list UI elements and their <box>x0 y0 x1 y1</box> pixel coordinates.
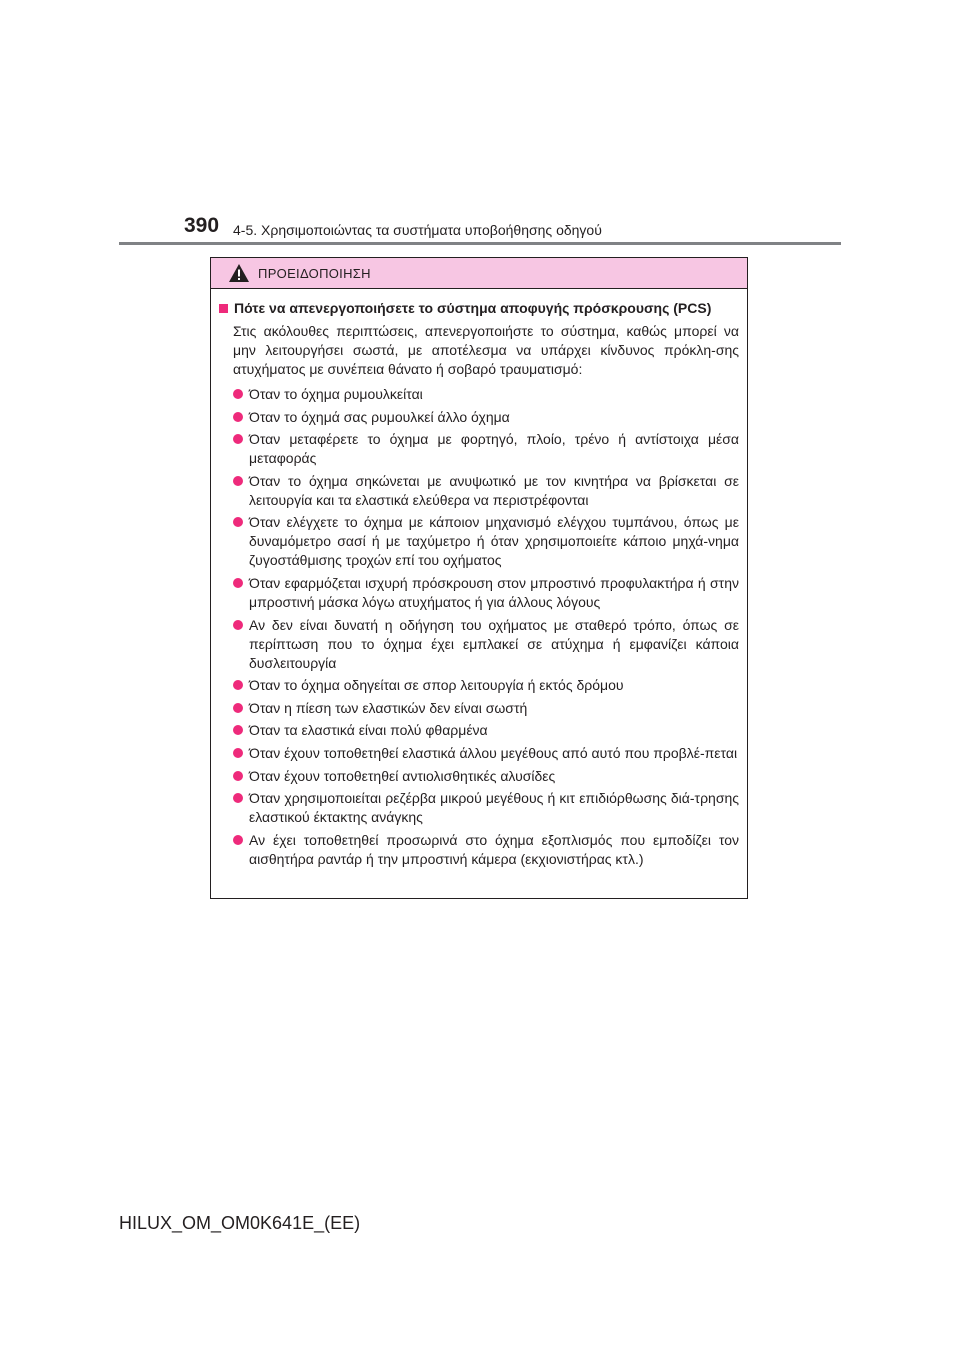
list-item <box>233 513 739 570</box>
list-item-text: Όταν η πίεση των ελαστικών δεν είναι σωστή <box>249 699 528 716</box>
bullet-dot-icon <box>233 835 243 845</box>
bullet-dot-icon <box>233 620 243 630</box>
list-item <box>233 616 739 673</box>
square-bullet-icon <box>219 304 228 313</box>
bullet-dot-icon <box>233 476 243 486</box>
warning-heading: Πότε να απενεργοποιήσετε το σύστημα αποφυγής πρόσκρουσης (PCS) <box>234 300 712 316</box>
list-item <box>233 574 739 612</box>
list-item-text: Όταν το όχημα ρυμουλκείται <box>249 386 423 402</box>
bullet-dot-icon <box>233 578 243 588</box>
bullet-dot-icon <box>233 680 243 690</box>
list-item-text: Όταν μεταφέρετε το όχημα με φορτηγό, πλοίο, τρένο ή αντίστοιχα μέσα μεταφοράς <box>249 431 739 467</box>
list-item <box>233 831 739 869</box>
list-item-text: Όταν τα ελαστικά είναι πολύ φθαρμένα <box>249 722 488 739</box>
warning-heading-row <box>219 299 739 318</box>
list-item <box>233 721 739 740</box>
warning-triangle-icon <box>228 263 250 283</box>
bullet-dot-icon <box>233 412 243 422</box>
bullet-dot-icon <box>233 771 243 781</box>
bullet-dot-icon <box>233 748 243 758</box>
list-item <box>233 789 739 827</box>
bullet-dot-icon <box>233 434 243 444</box>
list-item <box>233 472 739 510</box>
bullet-list <box>219 385 739 869</box>
list-item-text: Όταν ελέγχετε το όχημα με κάποιον μηχανισμό ελέγχου τυμπάνου, όπως με δυναμόμετρο σασί ή με ταχύμετρο ή όταν χρησιμοποιείτε κάποιο μηχά-νημα ζυγοστάθμισης τροχών επί του οχήματος <box>249 514 739 569</box>
warning-intro: Στις ακόλουθες περιπτώσεις, απενεργοποιήστε το σύστημα, καθώς μπορεί να μην λειτουργήσει σωστά, με αποτέλεσμα να υπάρχει κίνδυνος πρόκλη-σης ατυχήματος με συνέπεια θάνατο ή σοβαρό τραυματισμό: <box>233 323 739 377</box>
list-item-text: Αν δεν είναι δυνατή η οδήγηση του οχήματος με σταθερό τρόπο, όπως σε περίπτωση που το όχημα έχει εμπλακεί σε ατύχημα ή εμφανίζει κάποια δυσλειτουργία <box>249 616 739 671</box>
list-item <box>233 767 739 786</box>
list-item-text: Αν έχει τοποθετηθεί προσωρινά στο όχημα εξοπλισμός που εμποδίζει τον αισθητήρα ραντάρ ή την μπροστινή κάμερα (εκχιονιστήρας κτλ.) <box>249 831 739 867</box>
list-item-text: Όταν το όχημα σηκώνεται με ανυψωτικό με τον κινητήρα να βρίσκεται σε λειτουργία και τα ελαστικά ελεύθερα να περιστρέφονται <box>249 472 739 508</box>
list-item-text: Όταν έχουν τοποθετηθεί αντιολισθητικές αλυσίδες <box>249 767 556 784</box>
document-id: HILUX_OM_OM0K641E_(EE) <box>119 1213 361 1233</box>
list-item <box>233 699 739 718</box>
list-item-text: Όταν χρησιμοποιείται ρεζέρβα μικρού μεγέθους ή κιτ επιδιόρθωσης διά-τρησης ελαστικού έκτακτης ανάγκης <box>249 790 739 826</box>
bullet-dot-icon <box>233 389 243 399</box>
warning-body <box>211 289 747 869</box>
bullet-dot-icon <box>233 517 243 527</box>
list-item <box>233 385 739 404</box>
list-item-text: Όταν εφαρμόζεται ισχυρή πρόσκρουση στον μπροστινό προφυλακτήρα ή στην μπροστινή μάσκα λόγω ατυχήματος ή για άλλους λόγους <box>249 574 739 610</box>
list-item <box>233 408 739 427</box>
list-item-text: Όταν έχουν τοποθετηθεί ελαστικά άλλου μεγέθους από αυτό που προβλέ-πεται <box>249 744 738 761</box>
page-number: 390 <box>184 214 220 237</box>
header-rule <box>119 242 841 245</box>
warning-box <box>210 257 748 899</box>
list-item <box>233 744 739 763</box>
warning-label: ΠΡΟΕΙΔΟΠΟΙΗΣΗ <box>258 265 371 281</box>
list-item <box>233 676 739 695</box>
bullet-dot-icon <box>233 725 243 735</box>
bullet-dot-icon <box>233 703 243 713</box>
list-item-text: Όταν το όχημα οδηγείται σε σπορ λειτουργία ή εκτός δρόμου <box>249 677 624 694</box>
list-item-text: Όταν το όχημά σας ρυμουλκεί άλλο όχημα <box>249 408 510 425</box>
warning-header <box>211 258 747 289</box>
list-item <box>233 430 739 468</box>
bullet-dot-icon <box>233 793 243 803</box>
section-title: 4-5. Χρησιμοποιώντας τα συστήματα υποβοήθησης οδηγού <box>233 222 602 238</box>
